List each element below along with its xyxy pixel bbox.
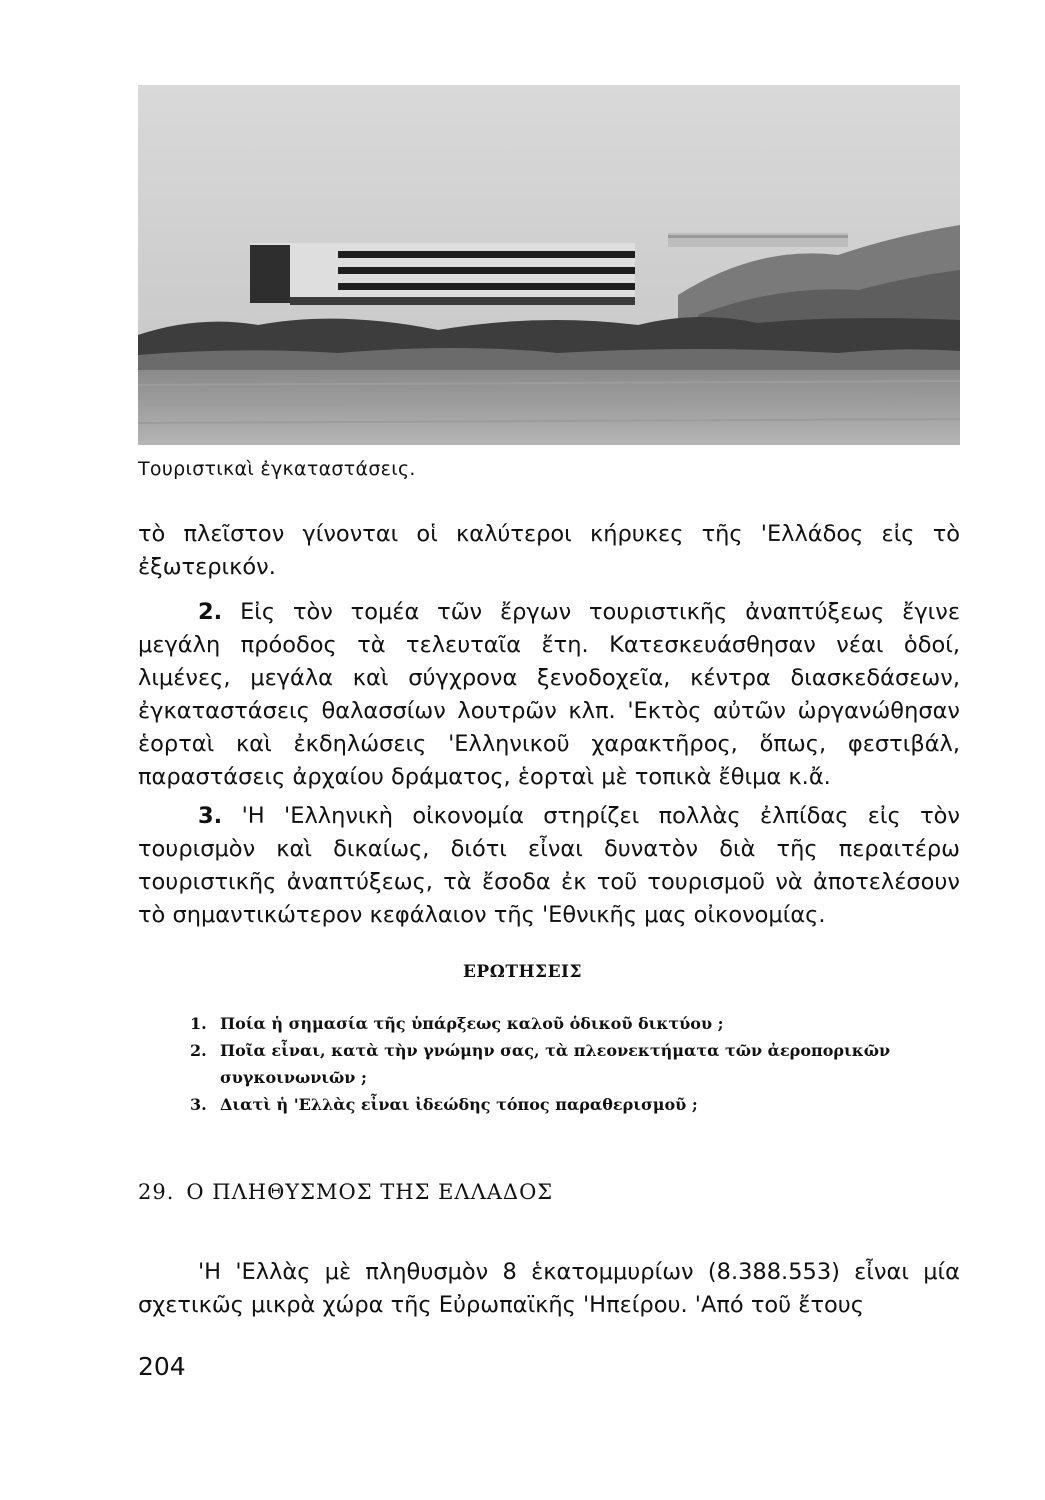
questions-heading: ΕΡΩΤΗΣΕΙΣ <box>462 962 583 982</box>
paragraph-2-text: Εἰς τὸν τομέα τῶν ἔργων τουριστικῆς ἀναπτύξεως ἔγινε μεγάλη πρόοδος τὰ τελευταῖα ἔτη. Κατεσκευάσθησαν νέαι ὁδοί, λιμένες, μεγάλα καὶ σύγχρονα ξενοδοχεῖα, κέντρα διασκεδάσεων, ἐγκαταστάσεις θαλασσίων λουτρῶν κλπ. 'Εκτὸς αὐτῶν ὠργανώθησαν ἑορταὶ καὶ ἐκδηλώσεις 'Ελληνικοῦ χαρακτῆρος, ὅπως, φεστιβάλ, παραστάσεις ἀρχαίου δράματος, ἑορταὶ μὲ τοπικὰ ἔθιμα κ.ἄ. <box>138 599 960 790</box>
paragraph-continuation: τὸ πλεῖστον γίνονται οἱ καλύτεροι κήρυκες τῆς 'Ελλάδος εἰς τὸ ἐξωτερικόν. <box>138 521 960 580</box>
chapter-paragraph: 'Η 'Ελλὰς μὲ πληθυσμὸν 8 ἑκατομμυρίων (8.388.553) εἶναι μία σχετικῶς μικρὰ χώρα τῆς Εὐρωπαϊκῆς 'Ηπείρου. 'Από τοῦ ἔτους <box>138 1259 960 1318</box>
question-item: 1. Ποία ἡ σημασία τῆς ὑπάρξεως καλοῦ ὁδικοῦ δικτύου ; <box>190 1014 724 1033</box>
question-item: 2. Ποῖα εἶναι, κατὰ τὴν γνώμην σας, τὰ πλεονεκτήματα τῶν ἀεροπορικῶν συγκοινωνιῶν ; <box>190 1041 891 1087</box>
paragraph-3 <box>138 800 960 932</box>
chapter-number: 29. <box>138 1180 175 1204</box>
questions-list <box>190 1010 950 1118</box>
paragraph-3-text: 'Η 'Ελληνικὴ οἰκονομία στηρίζει πολλὰς ἐλπίδας εἰς τὸν τουρισμὸν καὶ δικαίως, διότι εἶναι δυνατὸν διὰ τῆς περαιτέρω τουριστικῆς ἀναπτύξεως, τὰ ἔσοδα ἐκ τοῦ τουρισμοῦ νὰ ἀποτελέσουν τὸ σημαντικώτερον κεφάλαιον τῆς 'Εθνικῆς μας οἰκονομίας. <box>138 803 960 928</box>
chapter-title-text: Ο ΠΛΗΘΥΣΜΟΣ ΤΗΣ ΕΛΛΑΔΟΣ <box>186 1180 554 1204</box>
paragraph-2 <box>138 596 960 794</box>
paragraph-3-number: 3. <box>198 803 223 829</box>
hotel-photo <box>138 85 960 445</box>
photo-caption: Τουριστικαὶ ἐγκαταστάσεις. <box>138 458 416 480</box>
chapter-title <box>138 1180 553 1204</box>
question-item: 3. Διατὶ ἡ 'Ελλὰς εἶναι ἰδεώδης τόπος παραθερισμοῦ ; <box>190 1095 698 1114</box>
page-number: 204 <box>138 1352 186 1381</box>
paragraph-2-number: 2. <box>198 599 223 625</box>
